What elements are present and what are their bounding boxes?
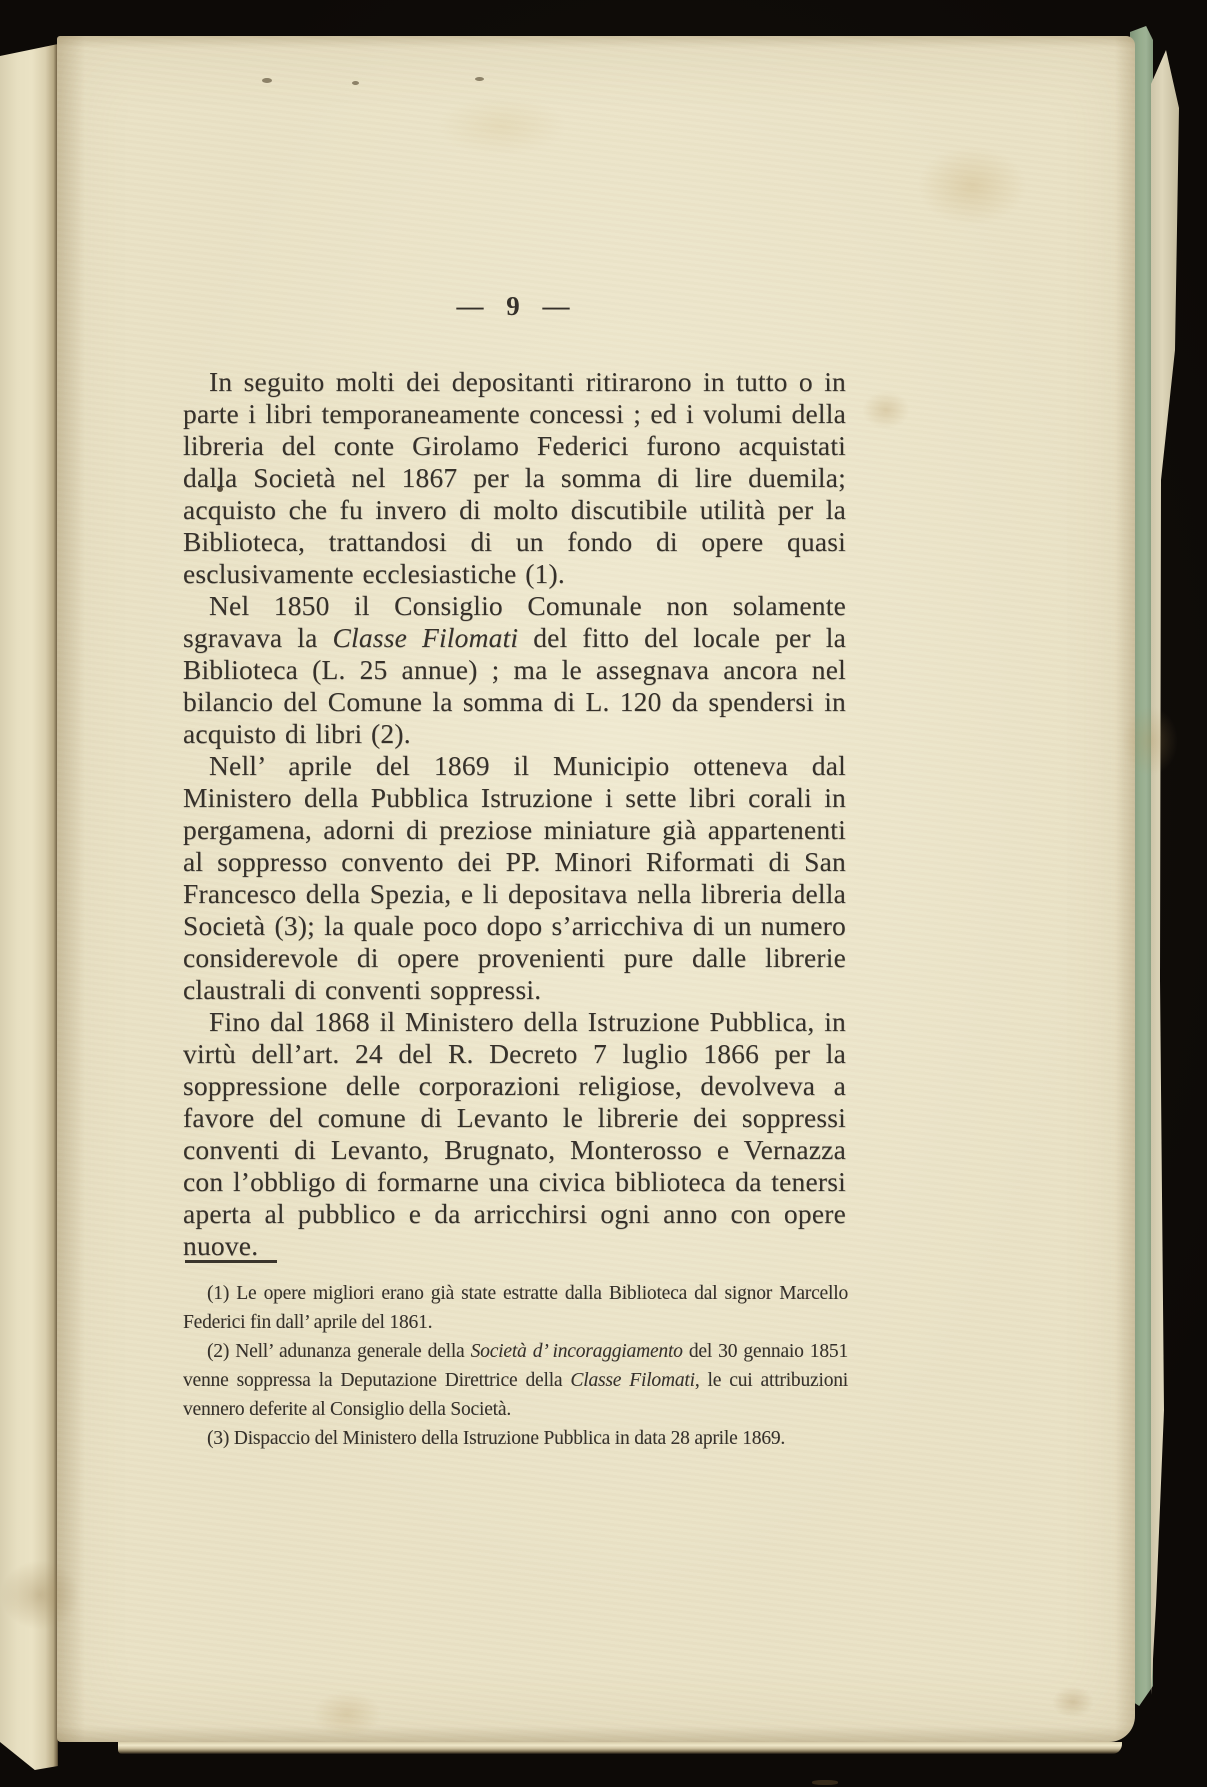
text-segment: In seguito molti dei depositanti ritirarono in tutto o in parte i libri temporaneamente concessi ; ed i volumi della libreria del conte Girolamo Federici furono acquistati dalla Società nel 1867 per la somma di lire duemila; acquisto che fu invero di molto discutibile utilità per la Biblioteca, trattandosi di un fondo di opere quasi esclusivamente ecclesiastiche (1). — [183, 366, 846, 589]
footnote — [183, 1424, 848, 1453]
stain — [812, 1780, 838, 1785]
paragraph — [183, 1006, 846, 1262]
stain — [475, 77, 484, 81]
text-segment: del 30 gennaio 1851 venne soppressa la Deputazione Direttrice della — [183, 1341, 848, 1391]
footnote — [183, 1337, 848, 1424]
book-page — [57, 36, 1135, 1742]
facing-page-edge — [0, 44, 58, 1772]
stain — [437, 96, 567, 156]
page-body-text — [183, 366, 846, 1262]
stain — [312, 1691, 382, 1737]
italic-text-segment: Società d’ incoraggiamento — [470, 1341, 683, 1362]
footnotes-block — [183, 1279, 848, 1453]
paragraph — [183, 366, 846, 590]
italic-text-segment: Classe Filomati — [570, 1370, 695, 1391]
stain — [862, 391, 910, 429]
page-block-bottom-edge — [118, 1742, 1122, 1754]
italic-text-segment: Classe Filomati — [332, 622, 519, 653]
text-segment: Nel 1850 il Consiglio Comunale non solamente sgravava la — [183, 590, 846, 653]
text-segment: (3) Dispaccio del Ministero della Istruzione Pubblica in data 28 aprile 1869. — [207, 1428, 786, 1449]
text-segment: del fitto del locale per la Biblioteca (L. 25 annue) ; ma le assegnava ancora nel bilancio del Comune la somma di L. 120 da spendersi in acquisto di libri (2). — [183, 622, 846, 749]
page-number: — 9 — — [456, 291, 573, 321]
text-segment: (1) Le opere migliori erano già state estratte dalla Biblioteca dal signor Marcello Federici fin dall’ aprile del 1861. — [183, 1283, 848, 1333]
stain — [262, 78, 272, 83]
text-segment: Fino dal 1868 il Ministero della Istruzione Pubblica, in virtù dell’art. 24 del R. Decreto 7 luglio 1866 per la soppressione delle corporazioni religiose, devolveva a favore del comune di Levanto le librerie dei soppressi conventi di Levanto, Brugnato, Monterosso e Vernazza con l’obbligo di formarne una civica biblioteca da tenersi aperta al pubblico e da arricchirsi ogni anno con opere nuove. — [183, 1006, 846, 1261]
text-segment: (2) Nell’ adunanza generale della — [207, 1341, 471, 1362]
paragraph — [183, 750, 846, 1006]
stain — [1052, 1686, 1094, 1718]
footnote-separator — [185, 1260, 277, 1263]
stain — [352, 81, 359, 85]
stain — [917, 146, 1027, 226]
text-segment: Nell’ aprile del 1869 il Municipio otteneva dal Ministero della Pubblica Istruzione i sette libri corali in pergamena, adorni di preziose miniature già appartenenti al soppresso convento dei PP. Minori Riformati di San Francesco della Spezia, e li depositava nella libreria della Società (3); la quale poco dopo s’arricchiva di un numero considerevole di opere provenienti pure dalle librerie claustrali di conventi soppressi. — [183, 750, 846, 1005]
footnote — [183, 1279, 848, 1337]
paragraph — [183, 590, 846, 750]
text-segment: , le cui attribuzioni vennero deferite al Consiglio della Società. — [183, 1370, 849, 1420]
back-flyleaf-edge — [1151, 50, 1179, 1695]
